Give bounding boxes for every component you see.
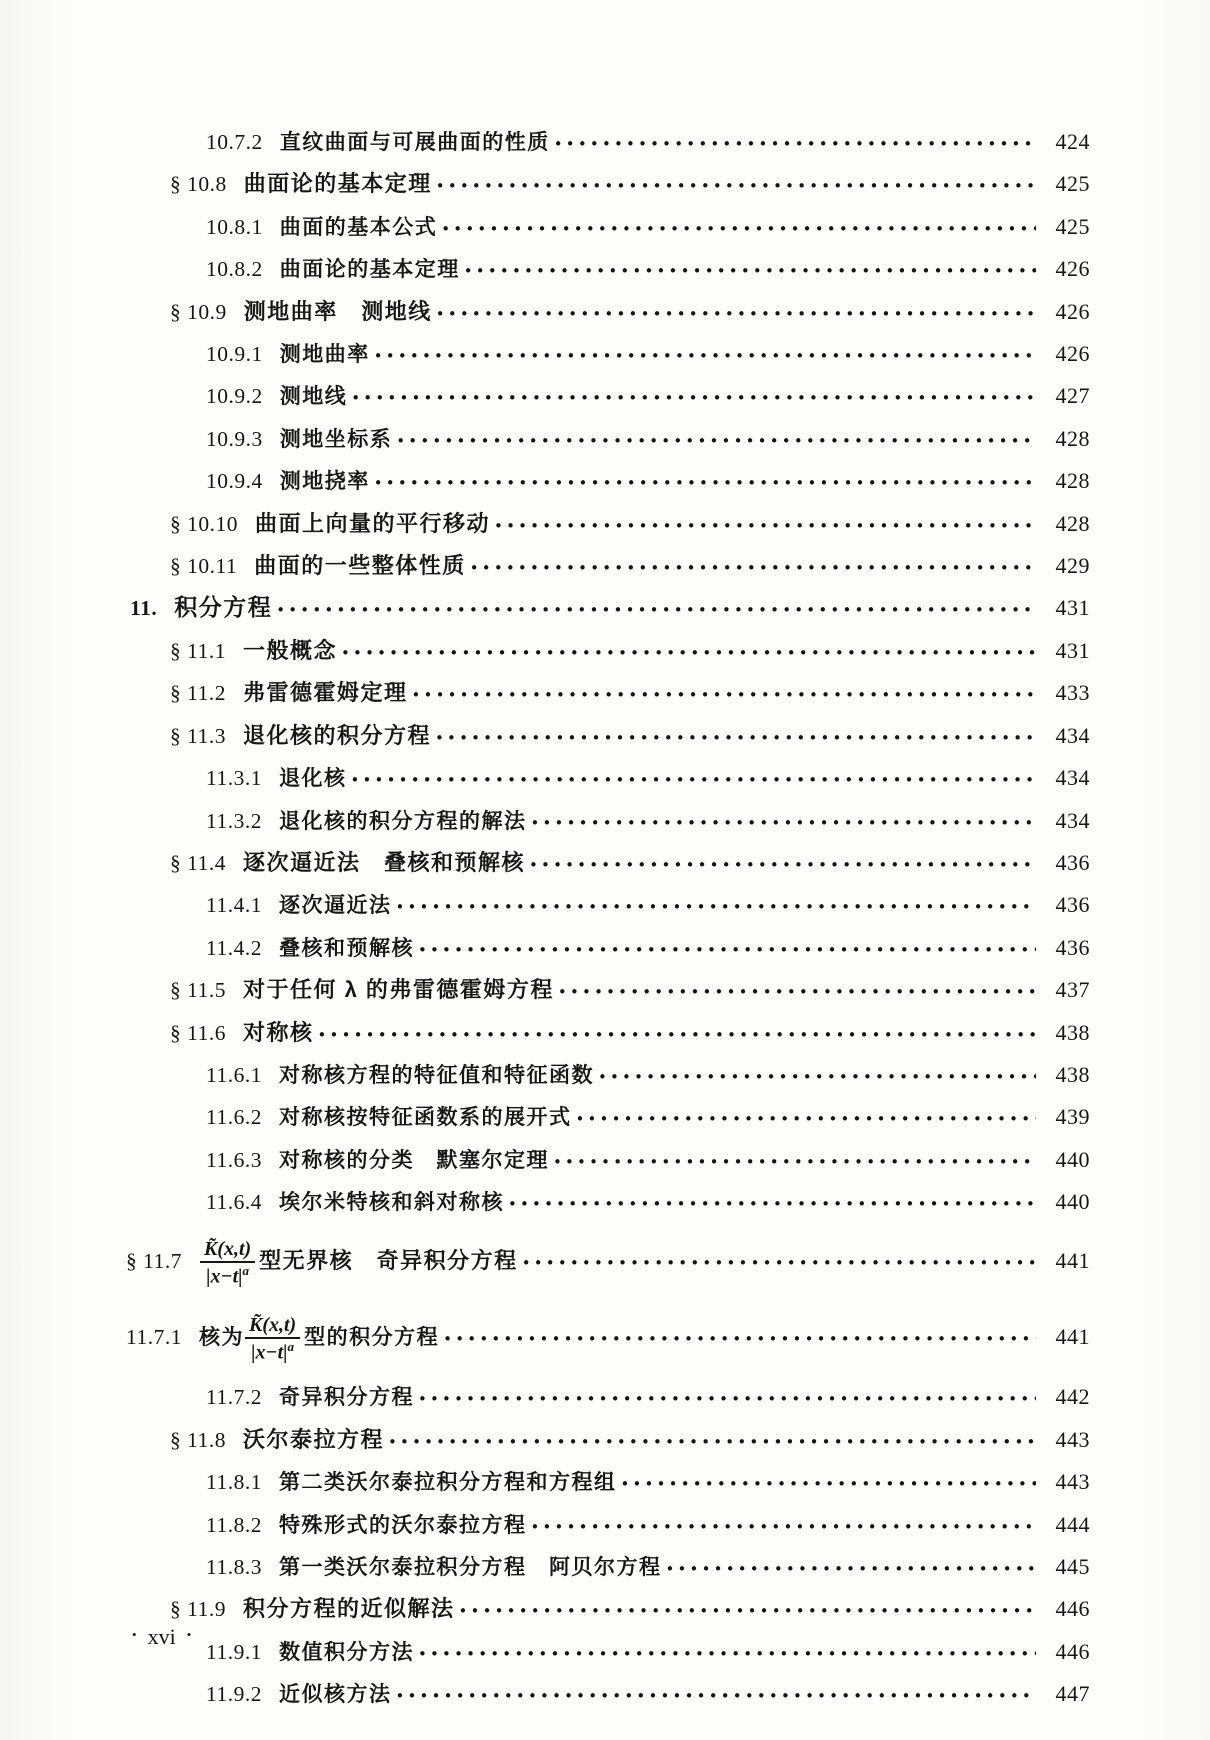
toc-entry [126, 504, 1090, 546]
entry-number: § 11.4 [170, 850, 226, 875]
dot-leader [443, 1330, 1036, 1348]
toc-entry [126, 419, 1090, 461]
entry-number: § 11.7 [126, 1248, 182, 1273]
entry-number: 11. [130, 596, 158, 621]
entry-title: 一般概念 [242, 637, 337, 663]
page-number: 441 [1055, 1323, 1090, 1349]
toc-entry [126, 1301, 1090, 1377]
dot-leader [374, 464, 1036, 503]
entry-title: 埃尔米特核和斜对称核 [278, 1191, 504, 1215]
dot-leader [418, 1380, 1036, 1419]
toc-entry [126, 1420, 1090, 1462]
toc-entry [126, 546, 1090, 588]
dot-leader [418, 1635, 1036, 1674]
entry-title: 逐次逼近法 [278, 894, 392, 918]
page-number: 428 [1055, 468, 1090, 494]
entry-number: § 11.3 [170, 723, 226, 748]
toc-entry [126, 631, 1090, 673]
page-number: 436 [1055, 849, 1090, 875]
entry-title-text: 核为 [198, 1325, 244, 1349]
dot-leader [598, 1058, 1036, 1097]
dot-leader [522, 1254, 1036, 1272]
fraction-formula [200, 1238, 255, 1288]
entry-title [199, 1313, 439, 1363]
footer-bullet-right: • [186, 1627, 192, 1642]
toc-entry [126, 1225, 1090, 1301]
entry-number: 11.6.3 [206, 1147, 262, 1172]
dot-leader [395, 1677, 1036, 1716]
entry-number: 11.8.3 [206, 1555, 262, 1580]
entry-title: 叠核和预解核 [278, 936, 414, 960]
toc-entry [126, 461, 1090, 503]
entry-title: 对称核的分类 默塞尔定理 [278, 1148, 549, 1172]
entry-number: 11.9.1 [206, 1639, 262, 1664]
entry-title: 特殊形式的沃尔泰拉方程 [278, 1513, 527, 1537]
toc-entry [126, 1013, 1090, 1055]
page-number: 441 [1055, 1247, 1090, 1273]
fraction-denominator [251, 1339, 294, 1364]
entry-title: 数值积分方法 [278, 1640, 414, 1664]
page-number: 425 [1055, 213, 1090, 239]
denominator-base: |x−t| [206, 1265, 243, 1288]
page-number: 446 [1055, 1638, 1090, 1664]
dot-leader [530, 1508, 1036, 1547]
entry-number: 11.4.2 [206, 935, 262, 960]
entry-title: 积分方程的近似解法 [242, 1596, 455, 1622]
entry-title: 对称核 [242, 1019, 314, 1045]
toc-entry [126, 588, 1090, 630]
dot-leader [374, 337, 1036, 376]
dot-leader [470, 549, 1036, 588]
toc-entry [126, 801, 1090, 843]
toc-entry [126, 928, 1090, 970]
toc-entry [126, 843, 1090, 885]
entry-number: § 10.8 [170, 172, 227, 197]
dot-leader [418, 931, 1036, 970]
entry-number: 11.3.2 [206, 808, 262, 833]
page-number: 434 [1055, 722, 1090, 748]
toc-entry [126, 885, 1090, 927]
entry-number: 11.9.2 [206, 1682, 262, 1707]
page-number: 433 [1055, 680, 1090, 706]
dot-leader [276, 591, 1036, 630]
fraction-numerator: K̃(x,t) [245, 1314, 300, 1339]
dot-leader [411, 676, 1036, 715]
entry-number: 10.9.1 [206, 342, 263, 367]
dot-leader [558, 973, 1036, 1012]
page-number: 434 [1055, 765, 1090, 791]
page-footer [132, 1624, 191, 1650]
dot-leader [388, 1423, 1036, 1462]
entry-title: 测地挠率 [279, 470, 370, 494]
entry-number: § 10.11 [170, 554, 238, 579]
page-number: 436 [1055, 892, 1090, 918]
dot-leader [458, 1592, 1036, 1631]
toc-entry [126, 122, 1090, 164]
page-number: 425 [1055, 171, 1090, 197]
entry-title: 曲面论的基本定理 [243, 171, 432, 197]
page-number: 444 [1055, 1511, 1090, 1537]
page-number: 427 [1055, 383, 1090, 409]
toc-entry [126, 1505, 1090, 1547]
entry-title: 曲面的基本公式 [279, 215, 438, 239]
toc-entry [126, 1589, 1090, 1631]
entry-number: § 11.8 [170, 1427, 226, 1452]
entry-number: 11.3.1 [206, 766, 262, 791]
dot-leader [351, 379, 1036, 418]
entry-number: 11.4.1 [206, 893, 262, 918]
page-number: 426 [1055, 298, 1090, 324]
toc-entry [126, 376, 1090, 418]
toc-entry [126, 164, 1090, 206]
page-number: 431 [1055, 637, 1090, 663]
entry-title: 直纹曲面与可展曲面的性质 [279, 131, 550, 154]
footer-bullet-left: • [132, 1627, 137, 1642]
entry-number: 11.6.4 [206, 1190, 262, 1215]
toc-entry [126, 1462, 1090, 1504]
toc-entry [126, 334, 1090, 376]
page-number: 443 [1055, 1469, 1090, 1495]
toc-entry [126, 1097, 1090, 1139]
page-number: 440 [1055, 1146, 1090, 1172]
entry-title: 弗雷德霍姆定理 [242, 680, 408, 706]
page-number: 431 [1055, 595, 1090, 621]
dot-leader [494, 507, 1036, 546]
page-number: 439 [1055, 1104, 1090, 1130]
denominator-exponent: a [287, 1339, 295, 1355]
entry-number: 10.9.2 [206, 384, 263, 409]
dot-leader [529, 846, 1036, 885]
toc-entry [126, 758, 1090, 800]
entry-title: 逐次逼近法 叠核和预解核 [242, 849, 525, 875]
entry-title: 曲面论的基本定理 [279, 258, 460, 282]
entry-title: 近似核方法 [278, 1683, 392, 1707]
entry-title: 测地曲率 测地线 [243, 298, 432, 324]
entry-number: 10.9.3 [206, 426, 263, 451]
page-number: 424 [1055, 129, 1090, 154]
entry-number: 11.6.1 [206, 1062, 262, 1087]
entry-title-text: 型无界核 奇异积分方程 [259, 1247, 518, 1273]
page-number: 428 [1055, 425, 1090, 451]
dot-leader [435, 719, 1036, 758]
toc-entry [126, 1674, 1090, 1716]
denominator-base: |x−t| [251, 1342, 288, 1365]
entry-number: 11.7.2 [206, 1385, 262, 1410]
toc-entry [126, 249, 1090, 291]
entry-title: 奇异积分方程 [278, 1386, 414, 1410]
entry-title: 测地线 [279, 385, 348, 409]
entry-title: 对称核按特征函数系的展开式 [278, 1106, 572, 1130]
entry-number: § 11.6 [170, 1020, 226, 1045]
page-number: 446 [1055, 1596, 1090, 1622]
dot-leader [508, 1185, 1036, 1224]
entry-number: 10.8.2 [206, 257, 263, 282]
entry-number: 10.9.4 [206, 469, 263, 494]
entry-title [199, 1237, 518, 1287]
dot-leader [553, 1143, 1036, 1182]
page-number: 442 [1055, 1384, 1090, 1410]
entry-title-text: 型的积分方程 [304, 1325, 440, 1349]
entry-number: 11.6.2 [206, 1105, 262, 1130]
toc-entry [126, 1547, 1090, 1589]
fraction-formula [245, 1314, 300, 1364]
folio-page-number: xvi [147, 1624, 176, 1649]
entry-title: 退化核的积分方程 [242, 722, 431, 748]
toc-entry [126, 716, 1090, 758]
dot-leader [341, 634, 1036, 673]
dot-leader [396, 422, 1036, 461]
dot-leader [554, 125, 1036, 164]
denominator-exponent: a [242, 1262, 250, 1278]
entry-title: 测地坐标系 [279, 427, 393, 451]
entry-number: 11.8.1 [206, 1470, 262, 1495]
page-number: 429 [1055, 553, 1090, 579]
page-number: 426 [1055, 256, 1090, 282]
dot-leader [441, 210, 1036, 249]
dot-leader [395, 888, 1036, 927]
entry-number: § 10.10 [170, 511, 238, 536]
toc-entry [126, 970, 1090, 1012]
entry-number: § 11.9 [170, 1597, 226, 1622]
entry-title: 退化核 [278, 767, 347, 791]
page-number: 426 [1055, 341, 1090, 367]
entry-title: 退化核的积分方程的解法 [278, 809, 527, 833]
dot-leader [350, 761, 1036, 800]
entry-number: 10.8.1 [206, 214, 263, 239]
page-number: 440 [1055, 1189, 1090, 1215]
page-number: 428 [1055, 510, 1090, 536]
page-number: 436 [1055, 934, 1090, 960]
fraction-numerator: K̃(x,t) [200, 1238, 255, 1263]
dot-leader [436, 295, 1036, 334]
page-number: 445 [1055, 1554, 1090, 1580]
fraction-denominator [206, 1263, 249, 1288]
dot-leader [317, 1016, 1036, 1055]
page-number: 434 [1055, 807, 1090, 833]
entry-title: 积分方程 [174, 594, 273, 621]
dot-leader [464, 252, 1036, 291]
dot-leader [620, 1465, 1036, 1504]
entry-title: 测地曲率 [279, 343, 370, 367]
dot-leader [575, 1100, 1036, 1139]
dot-leader [665, 1550, 1036, 1589]
entry-title: 曲面上向量的平行移动 [255, 510, 491, 536]
page-number: 443 [1055, 1426, 1090, 1452]
page-number: 437 [1055, 977, 1090, 1003]
toc-entry [126, 1632, 1090, 1674]
entry-number: § 11.5 [170, 978, 226, 1003]
toc-entry [126, 673, 1090, 715]
entry-title: 曲面的一些整体性质 [254, 553, 466, 579]
entry-number: 11.7.1 [126, 1324, 182, 1349]
entry-number: § 11.1 [170, 638, 226, 663]
entry-number: § 10.9 [170, 299, 227, 324]
page-number: 438 [1055, 1019, 1090, 1045]
entry-title: 对称核方程的特征值和特征函数 [278, 1063, 594, 1087]
toc-entry [126, 292, 1090, 334]
page-number: 438 [1055, 1061, 1090, 1087]
page-number: 447 [1055, 1681, 1090, 1707]
toc-entry [126, 1377, 1090, 1419]
entry-title: 第一类沃尔泰拉积分方程 阿贝尔方程 [278, 1556, 662, 1580]
entry-title: 沃尔泰拉方程 [242, 1426, 384, 1452]
toc-entry [126, 207, 1090, 249]
toc-entry [126, 1140, 1090, 1182]
entry-number: 10.7.2 [206, 130, 263, 154]
entry-title: 对于任何 λ 的弗雷德霍姆方程 [242, 977, 554, 1003]
entry-number: § 11.2 [170, 681, 226, 706]
dot-leader [436, 167, 1036, 206]
toc-entry [126, 1055, 1090, 1097]
dot-leader [530, 804, 1036, 843]
toc-list [126, 122, 1090, 1717]
entry-number: 11.8.2 [206, 1512, 262, 1537]
entry-title: 第二类沃尔泰拉积分方程和方程组 [278, 1471, 617, 1495]
toc-entry [126, 1182, 1090, 1224]
